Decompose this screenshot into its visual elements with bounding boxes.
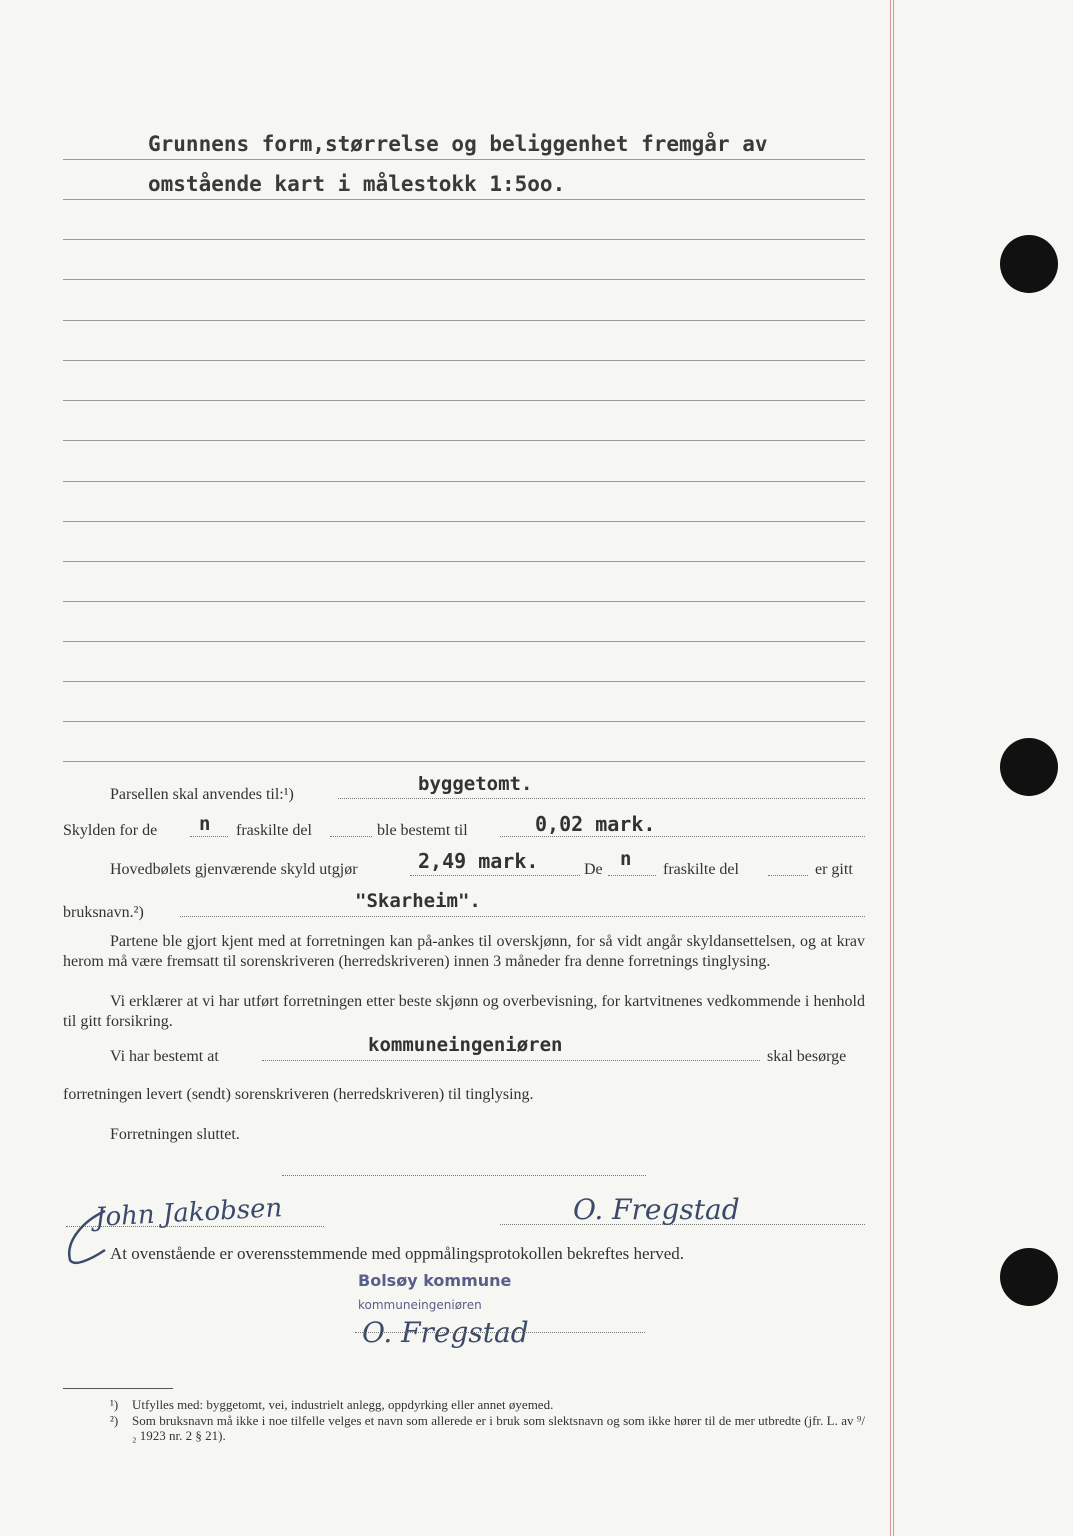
ruled-line xyxy=(63,239,865,240)
bestemt-value: kommuneingeniøren xyxy=(368,1034,563,1056)
punch-hole xyxy=(1000,1248,1058,1306)
hovedbol-de-label: De xyxy=(584,861,603,878)
paragraph-declaration: Vi erklærer at vi har utført forretningen etter beste skjønn og overbevisning, for kartvitnenes vedkommende i henhold til gitt forsikring. xyxy=(63,993,865,1030)
hovedbol-value-line xyxy=(410,875,580,876)
bestemt-suffix: skal besørge xyxy=(767,1048,847,1065)
heading-line-1: Grunnens form,størrelse og beliggenhet fremgår av xyxy=(148,132,768,156)
confirmation-text: At ovenstående er overensstemmende med oppmålingsprotokollen bekreftes herved. xyxy=(110,1244,685,1263)
bruksnavn-field-line xyxy=(180,916,865,917)
skyld-prefix: Skylden for de xyxy=(63,822,158,839)
footnote-2-mark: ²) xyxy=(110,1413,119,1428)
punch-hole xyxy=(1000,235,1058,293)
skyld-del-line xyxy=(330,836,372,837)
stamp-signature-line xyxy=(355,1332,645,1333)
stamp-line-2: kommuneingeniøren xyxy=(358,1298,482,1312)
ruled-line xyxy=(63,561,865,562)
hovedbol-de-value: n xyxy=(620,848,632,870)
bestemt-prefix: Vi har bestemt at xyxy=(110,1048,219,1065)
skyld-middle2: ble bestemt til xyxy=(377,822,468,839)
skyld-de-line xyxy=(190,836,228,837)
skyld-middle: fraskilte del xyxy=(236,822,312,839)
hovedbol-value: 2,49 mark. xyxy=(418,849,539,873)
footnote-2: Som bruksnavn må ikke i noe tilfelle velges et navn som allerede er i bruk som slektsnavn og som ikke hører til de mer utbredte (jfr. L. av ⁹/₂ 1923 nr. 2 § 21). xyxy=(132,1413,865,1443)
sluttet-text: Forretningen sluttet. xyxy=(110,1126,240,1143)
footnote-1-mark: ¹) xyxy=(110,1397,119,1412)
bruksnavn-value: "Skarheim". xyxy=(355,890,481,912)
signature-left: John Jakobsen xyxy=(94,1193,283,1233)
paragraph-appeal: Partene ble gjort kjent med at forretningen kan på-ankes til overskjønn, for så vidt angår skyldansettelsen, og at krav herom må være fremsatt til sorenskriveren (herredskriveren) innen 3 måneder fra denne forretnings tinglysing. xyxy=(63,933,865,970)
footnote-1: Utfylles med: byggetomt, vei, industrielt anlegg, oppdyrking eller annet øyemed. xyxy=(132,1397,554,1412)
skyld-de-value: n xyxy=(199,813,211,835)
ruled-line xyxy=(63,721,865,722)
ruled-line xyxy=(63,761,865,762)
margin-line xyxy=(893,0,894,1536)
ruled-line xyxy=(63,521,865,522)
ruled-line xyxy=(63,481,865,482)
parsell-value: byggetomt. xyxy=(418,773,533,795)
ruled-line xyxy=(63,360,865,361)
skyld-value-line xyxy=(500,836,865,837)
stamp-signature: O. Fregstad xyxy=(362,1316,529,1349)
margin-line xyxy=(890,0,891,1536)
bestemt-line-2: forretningen levert (sendt) sorenskriveren (herredskriveren) til tinglysing. xyxy=(63,1086,534,1103)
hovedbol-fraskilte: fraskilte del xyxy=(663,861,739,878)
ruled-line xyxy=(63,601,865,602)
ruled-line xyxy=(63,320,865,321)
signature-right: O. Fregstad xyxy=(573,1193,740,1226)
punch-hole xyxy=(1000,738,1058,796)
ruled-line xyxy=(63,681,865,682)
hovedbol-del-line xyxy=(768,875,808,876)
hovedbol-er-gitt: er gitt xyxy=(815,861,853,878)
bestemt-field-line xyxy=(262,1060,760,1061)
ruled-line xyxy=(63,279,865,280)
hovedbol-de-line xyxy=(608,875,656,876)
footnote-separator xyxy=(63,1388,173,1389)
heading-line-2: omstående kart i målestokk 1:5oo. xyxy=(148,172,566,196)
ruled-line xyxy=(63,641,865,642)
ruled-line xyxy=(63,400,865,401)
signature-line-top xyxy=(282,1175,646,1176)
ruled-line xyxy=(63,440,865,441)
ruled-line xyxy=(63,159,865,160)
ruled-line xyxy=(63,199,865,200)
bruksnavn-label: bruksnavn.²) xyxy=(63,904,144,921)
hovedbol-prefix: Hovedbølets gjenværende skyld utgjør xyxy=(110,861,358,878)
parsell-field-line xyxy=(338,798,865,799)
stamp-line-1: Bolsøy kommune xyxy=(358,1271,512,1290)
parsell-label: Parsellen skal anvendes til:¹) xyxy=(110,786,294,803)
skyld-value: 0,02 mark. xyxy=(535,812,656,836)
